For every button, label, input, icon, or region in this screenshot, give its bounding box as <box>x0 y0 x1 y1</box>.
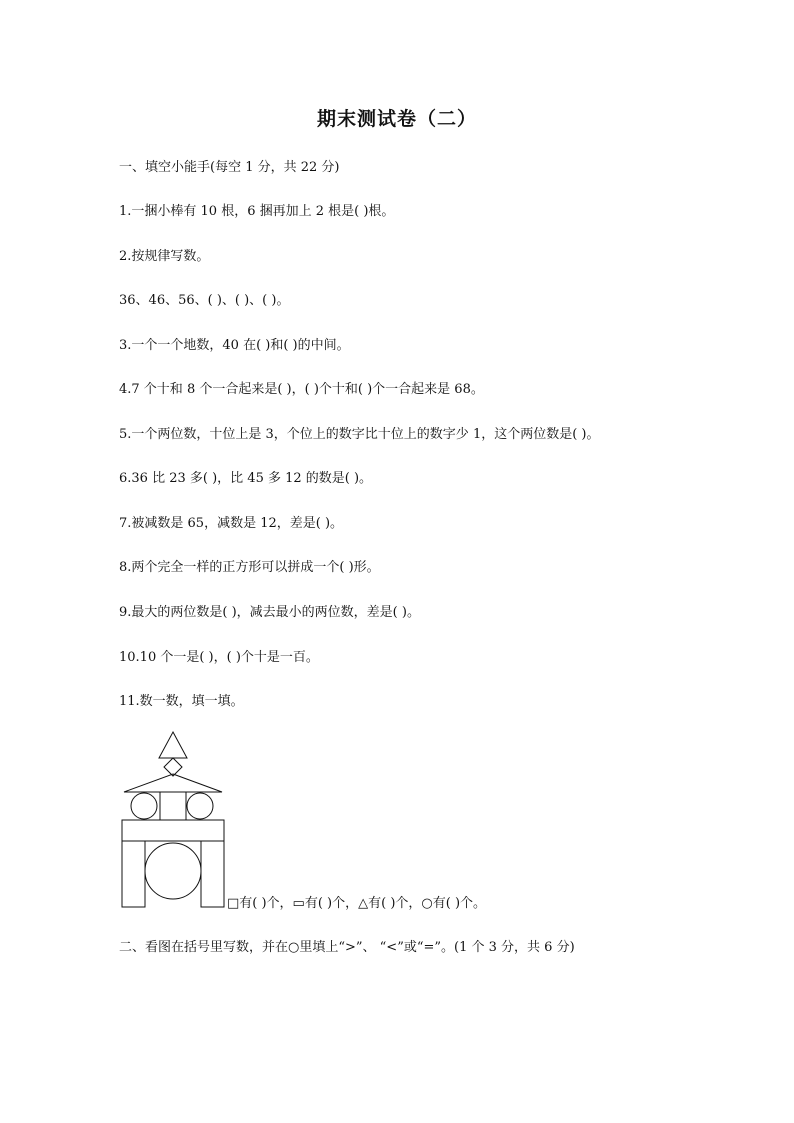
big-circle-shape <box>145 843 201 899</box>
right-small-circle-shape <box>187 793 213 819</box>
middle-rectangle-shape <box>160 792 186 820</box>
top-triangle-shape <box>159 732 187 758</box>
diamond-shape <box>164 758 182 776</box>
question-4: 4.7 个十和 8 个一合起来是( )，( )个十和( )个一合起来是 68。 <box>119 382 484 397</box>
question-2: 2.按规律写数。 <box>119 249 210 264</box>
shape-count-line: □有( )个，▭有( )个，△有( )个，○有( )个。 <box>227 896 487 911</box>
section-one-heading: 一、填空小能手(每空 1 分，共 22 分) <box>119 160 340 175</box>
question-6: 6.36 比 23 多( )，比 45 多 12 的数是( )。 <box>119 471 373 486</box>
question-7: 7.被减数是 65，减数是 12，差是( )。 <box>119 516 344 531</box>
page-title: 期末测试卷（二） <box>316 108 477 130</box>
question-10: 10.10 个一是( )，( )个十是一百。 <box>119 650 319 665</box>
right-pillar-shape <box>201 841 224 907</box>
left-pillar-shape <box>122 841 145 907</box>
question-8: 8.两个完全一样的正方形可以拼成一个( )形。 <box>119 560 380 575</box>
question-3: 3.一个一个地数，40 在( )和( )的中间。 <box>119 338 350 353</box>
question-9: 9.最大的两位数是( )，减去最小的两位数，差是( )。 <box>119 605 420 620</box>
question-1: 1.一捆小棒有 10 根，6 捆再加上 2 根是( )根。 <box>119 204 395 219</box>
left-small-circle-shape <box>131 793 157 819</box>
shape-tower-figure <box>119 728 229 910</box>
section-two-heading: 二、看图在括号里写数，并在○里填上“>”、 “<”或“=”。(1 个 3 分，共 6 分) <box>119 940 575 955</box>
beam-rectangle-shape <box>122 820 224 841</box>
question-5: 5.一个两位数，十位上是 3，个位上的数字比十位上的数字少 1，这个两位数是( )。 <box>119 427 600 442</box>
question-11: 11.数一数，填一填。 <box>119 694 244 709</box>
question-2-sequence: 36、46、56、( )、( )、( )。 <box>119 293 290 308</box>
